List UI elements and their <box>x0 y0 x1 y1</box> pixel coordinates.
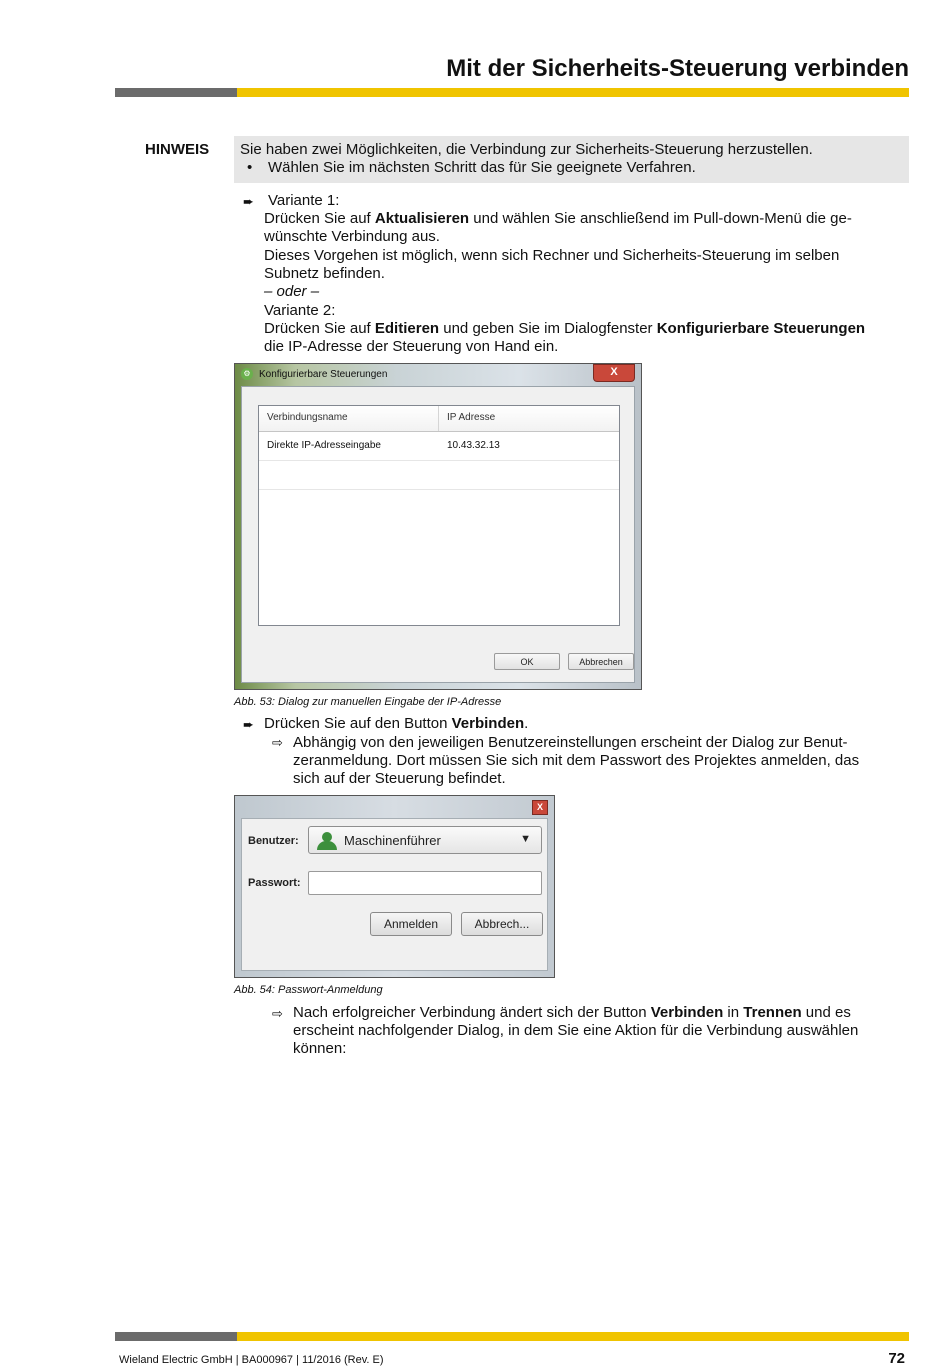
column-header-ip[interactable]: IP Adresse <box>447 412 496 423</box>
page-number: 72 <box>888 1350 905 1367</box>
close-button[interactable]: X <box>532 800 548 815</box>
cell-ip: 10.43.32.13 <box>447 440 500 451</box>
table-row[interactable] <box>259 432 619 461</box>
app-logo-icon: ⚙ <box>241 368 253 380</box>
figure-caption: Abb. 54: Passwort-Anmeldung <box>234 984 383 996</box>
figure-caption: Abb. 53: Dialog zur manuellen Eingabe der IP-Adresse <box>234 696 502 708</box>
user-icon <box>317 832 337 850</box>
result-text-2: erscheint nachfolgender Dialog, in dem Sie eine Aktion für die Verbindung auswählen <box>293 1022 859 1039</box>
note-text: Sie haben zwei Möglichkeiten, die Verbindung zur Sicherheits-Steuerung herzustellen. <box>240 141 813 158</box>
table-row-empty <box>259 461 619 490</box>
variant2-text-2: die IP-Adresse der Steuerung von Hand ein. <box>264 338 559 355</box>
footer-bar <box>115 1332 909 1341</box>
variant1-text-3: Dieses Vorgehen ist möglich, wenn sich Rechner und Sicherheits-Steuerung im selben <box>264 247 840 264</box>
dialog-body <box>241 386 635 683</box>
user-select-value: Maschinenführer <box>344 833 441 848</box>
result-arrow-icon: ⇨ <box>272 1006 283 1021</box>
result-text-2: zeranmeldung. Dort müssen Sie sich mit dem Passwort des Projektes anmelden, das <box>293 752 860 769</box>
password-label: Passwort: <box>248 877 301 889</box>
result-arrow-icon: ⇨ <box>272 735 283 750</box>
cancel-button[interactable]: Abbrechen <box>568 653 634 670</box>
user-select[interactable] <box>308 826 542 854</box>
result-text-3: sich auf der Steuerung befindet. <box>293 770 506 787</box>
dialog-title: Konfigurierbare Steuerungen <box>259 369 388 380</box>
variant2-text: Drücken Sie auf Editieren und geben Sie im Dialogfenster Konfigurierbare Steuerungen <box>264 320 866 337</box>
user-label: Benutzer: <box>248 835 299 847</box>
variant2-heading: Variante 2: <box>264 302 336 319</box>
step-arrow-icon: ➨ <box>243 717 254 732</box>
header-bar <box>115 88 909 97</box>
footer-text: Wieland Electric GmbH | BA000967 | 11/2016 (Rev. E) <box>119 1354 384 1366</box>
connections-table <box>258 405 620 626</box>
chevron-down-icon: ▼ <box>520 833 531 845</box>
password-input[interactable] <box>308 871 542 895</box>
dialog-body <box>241 818 548 971</box>
note-bullet: • <box>247 159 253 176</box>
cancel-button[interactable]: Abbrech... <box>461 912 543 936</box>
variant1-heading: Variante 1: <box>268 192 340 209</box>
login-button[interactable]: Anmelden <box>370 912 452 936</box>
step-text: Drücken Sie auf den Button Verbinden. <box>264 715 529 732</box>
result-text: Nach erfolgreicher Verbindung ändert sich der Button Verbinden in Trennen und es <box>293 1004 851 1021</box>
result-text-3: können: <box>293 1040 347 1057</box>
variant1-text: Drücken Sie auf Aktualisieren und wählen Sie anschließend im Pull-down-Menü die ge- <box>264 210 852 227</box>
column-header-name[interactable]: Verbindungsname <box>259 406 439 431</box>
step-arrow-icon: ➨ <box>243 194 254 209</box>
variant1-text-4: Subnetz befinden. <box>264 265 385 282</box>
page-title: Mit der Sicherheits-Steuerung verbinden <box>446 55 909 82</box>
variant1-text-2: wünschte Verbindung aus. <box>264 228 440 245</box>
ok-button[interactable]: OK <box>494 653 560 670</box>
oder-text: – oder – <box>264 283 320 300</box>
note-bullet-text: Wählen Sie im nächsten Schritt das für Sie geeignete Verfahren. <box>268 159 696 176</box>
cell-name: Direkte IP-Adresseingabe <box>267 440 381 451</box>
close-button[interactable]: X <box>593 364 635 382</box>
password-login-dialog <box>234 795 555 978</box>
table-header <box>259 406 619 432</box>
configurable-controls-dialog <box>234 363 642 690</box>
note-label: HINWEIS <box>145 141 210 158</box>
result-text: Abhängig von den jeweiligen Benutzereinstellungen erscheint der Dialog zur Benut- <box>293 734 848 751</box>
